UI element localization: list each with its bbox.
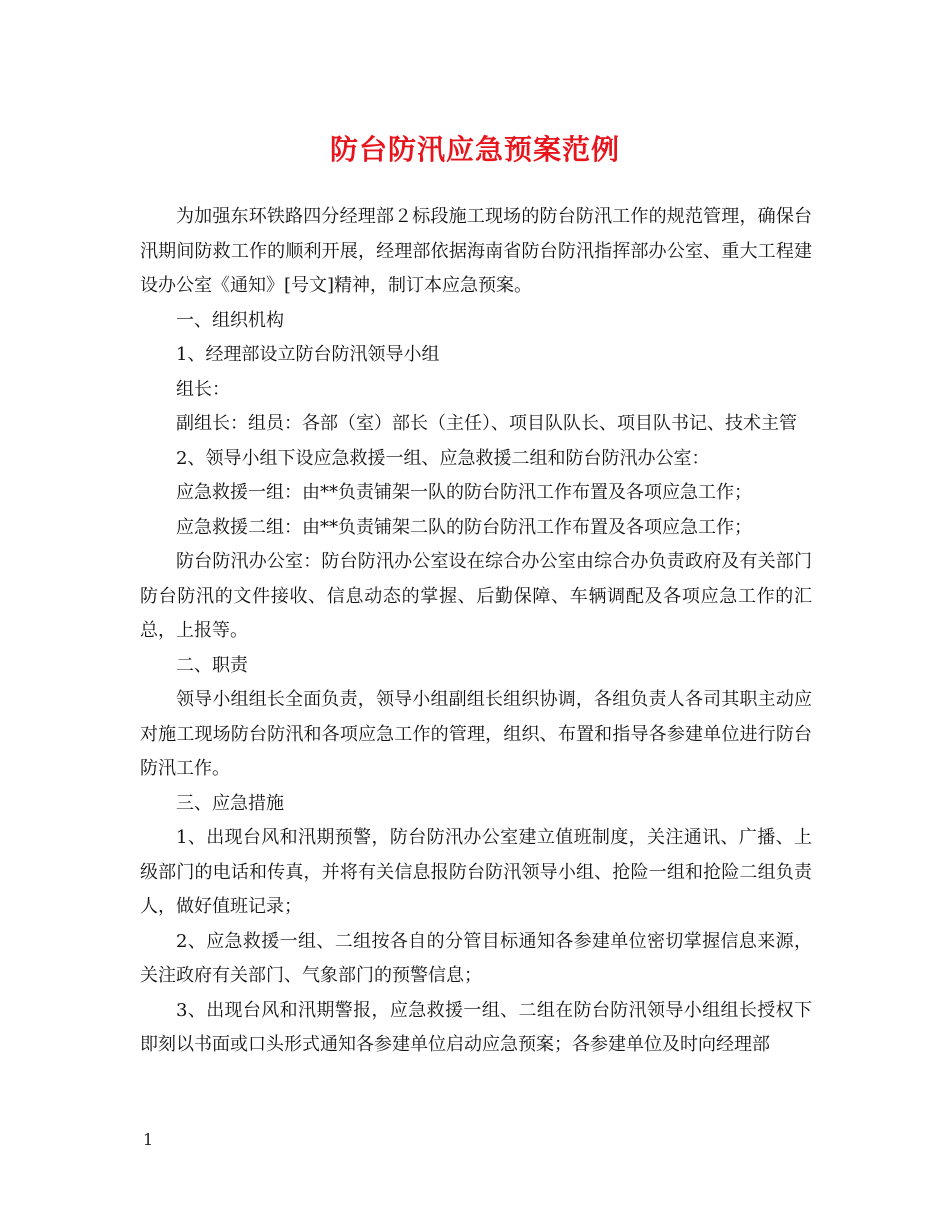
paragraph-group-leader: 组长： (176, 378, 230, 400)
document-title: 防台防汛应急预案范例 (329, 133, 620, 166)
paragraph-measure-one: 1、出现台风和汛期预警，防台防汛办公室建立值班制度，关注通讯、广播、上级部门的电话和传真，并将有关信息报防台防汛领导小组、抢险一组和抢险二组负责人，做好值班记录； (140, 827, 812, 917)
paragraph-rescue-group-one: 应急救援一组：由**负责铺架一队的防台防汛工作布置及各项应急工作； (176, 482, 752, 503)
paragraph-subgroups: 2、领导小组下设应急救援一组、应急救援二组和防台防汛办公室： (176, 447, 710, 469)
page-number: 1 (143, 1130, 154, 1149)
paragraph-deputy-leader: 副组长：组员：各部（室）部长（主任）、项目队队长、项目队书记、技术主管 (176, 413, 797, 434)
section-heading-organization: 一、组织机构 (176, 309, 284, 331)
document-body (140, 200, 812, 1063)
section-heading-duties: 二、职责 (176, 654, 248, 676)
paragraph-leading-group: 1、经理部设立防台防汛领导小组 (176, 344, 440, 365)
paragraph-measure-three: 3、出现台风和汛期警报，应急救援一组、二组在防台防汛领导小组组长授权下即刻以书面或口头形式通知各参建单位启动应急预案；各参建单位及时向经理部 (140, 999, 812, 1055)
paragraph-duties: 领导小组组长全面负责，领导小组副组长组织协调，各组负责人各司其职主动应对施工现场防台防汛和各项应急工作的管理，组织、布置和指导各参建单位进行防台防汛工作。 (140, 689, 812, 779)
section-heading-measures: 三、应急措施 (176, 792, 284, 814)
paragraph-flood-office: 防台防汛办公室：防台防汛办公室设在综合办公室由综合办负责政府及有关部门防台防汛的文件接收、信息动态的掌握、后勤保障、车辆调配及各项应急工作的汇总，上报等。 (140, 551, 812, 641)
paragraph-rescue-group-two: 应急救援二组：由**负责铺架二队的防台防汛工作布置及各项应急工作； (176, 516, 752, 538)
paragraph-intro: 为加强东环铁路四分经理部２标段施工现场的防台防汛工作的规范管理，确保台汛期间防救工作的顺利开展，经理部依据海南省防台防汛指挥部办公室、重大工程建设办公室《通知》[号文]精神，制订本应急预案。 (140, 206, 812, 296)
paragraph-measure-two: 2、应急救援一组、二组按各自的分管目标通知各参建单位密切掌握信息来源，关注政府有关部门、气象部门的预警信息； (140, 930, 812, 986)
